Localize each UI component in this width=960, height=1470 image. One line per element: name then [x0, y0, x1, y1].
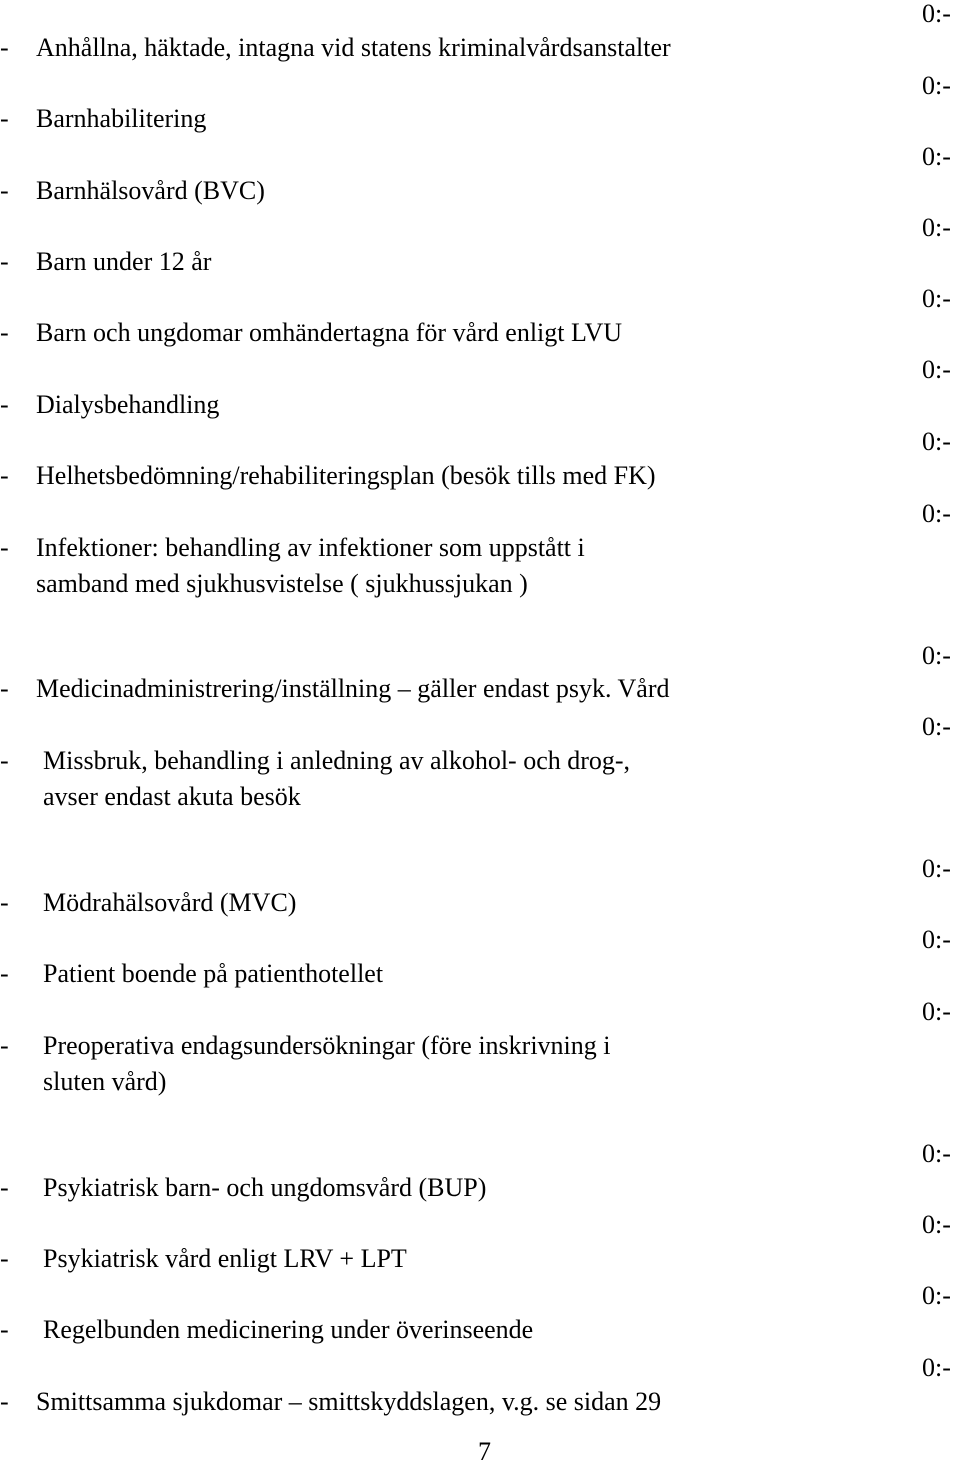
list-dash: - — [0, 1031, 9, 1060]
list-item-text: Dialysbehandling — [36, 390, 220, 419]
list-dash: - — [0, 318, 9, 347]
list-dash: - — [0, 1173, 9, 1202]
fee-value: 0:- — [922, 427, 951, 456]
list-dash: - — [0, 1315, 9, 1344]
list-item-text: Medicinadministrering/inställning – gäller endast psyk. Vård — [36, 674, 670, 703]
list-item-text-line2: samband med sjukhusvistelse ( sjukhussjukan ) — [36, 569, 528, 598]
list-item-text-line1: Missbruk, behandling i anledning av alkohol- och drog-, — [43, 746, 631, 775]
list-item-text: Barnhälsovård (BVC) — [36, 176, 265, 205]
list-item-text — [43, 1028, 611, 1100]
list-item-text — [36, 530, 585, 602]
fee-value: 0:- — [922, 997, 951, 1026]
list-dash: - — [0, 888, 9, 917]
list-item-text: Psykiatrisk barn- och ungdomsvård (BUP) — [43, 1173, 487, 1202]
list-item-text: Barn under 12 år — [36, 247, 212, 276]
list-item-text: Helhetsbedömning/rehabiliteringsplan (besök tills med FK) — [36, 461, 656, 490]
list-item-text: Barnhabilitering — [36, 104, 207, 133]
list-item-text-line1: Preoperativa endagsundersökningar (före inskrivning i — [43, 1031, 611, 1060]
list-item-text-line1: Infektioner: behandling av infektioner som uppstått i — [36, 533, 585, 562]
fee-value: 0:- — [922, 284, 951, 313]
list-item-text: Psykiatrisk vård enligt LRV + LPT — [43, 1244, 407, 1273]
list-dash: - — [0, 746, 9, 775]
list-item-text — [43, 743, 630, 815]
list-dash: - — [0, 1387, 9, 1416]
list-item-text: Patient boende på patienthotellet — [43, 959, 384, 988]
list-item-text-line2: sluten vård) — [43, 1067, 167, 1096]
page-number: 7 — [478, 1437, 491, 1466]
fee-value: 0:- — [922, 1353, 951, 1382]
list-item-text: Mödrahälsovård (MVC) — [43, 888, 297, 917]
fee-value: 0:- — [922, 925, 951, 954]
fee-value: 0:- — [922, 71, 951, 100]
list-dash: - — [0, 247, 9, 276]
fee-value: 0:- — [922, 1210, 951, 1239]
fee-value: 0:- — [922, 712, 951, 741]
fee-value: 0:- — [922, 854, 951, 883]
list-dash: - — [0, 104, 9, 133]
fee-value: 0:- — [922, 213, 951, 242]
list-dash: - — [0, 176, 9, 205]
list-item-text: Anhållna, häktade, intagna vid statens kriminalvårdsanstalter — [36, 33, 671, 62]
list-dash: - — [0, 33, 9, 62]
fee-value: 0:- — [922, 355, 951, 384]
fee-value: 0:- — [922, 0, 951, 28]
list-dash: - — [0, 461, 9, 490]
fee-value: 0:- — [922, 499, 951, 528]
fee-value: 0:- — [922, 142, 951, 171]
list-dash: - — [0, 390, 9, 419]
fee-value: 0:- — [922, 641, 951, 670]
list-dash: - — [0, 674, 9, 703]
list-item-text-line2: avser endast akuta besök — [43, 782, 301, 811]
list-item-text: Regelbunden medicinering under överinseende — [43, 1315, 534, 1344]
list-item-text: Barn och ungdomar omhändertagna för vård enligt LVU — [36, 318, 623, 347]
list-dash: - — [0, 533, 9, 562]
list-dash: - — [0, 1244, 9, 1273]
list-item-text: Smittsamma sjukdomar – smittskyddslagen, v.g. se sidan 29 — [36, 1387, 662, 1416]
fee-value: 0:- — [922, 1139, 951, 1168]
fee-value: 0:- — [922, 1281, 951, 1310]
list-dash: - — [0, 959, 9, 988]
